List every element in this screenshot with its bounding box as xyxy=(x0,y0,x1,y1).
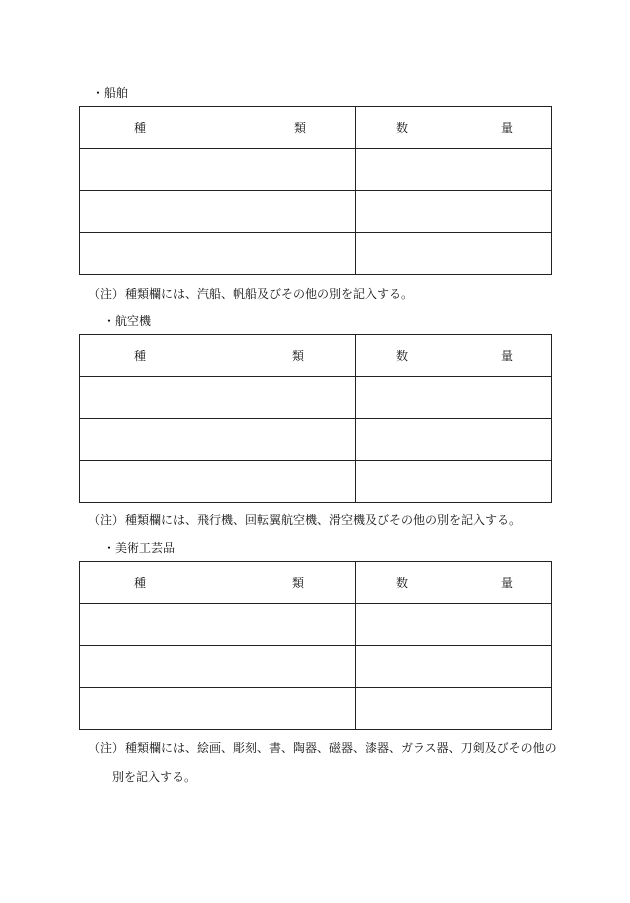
header-qty-right: 量 xyxy=(501,120,514,135)
quantity-cell[interactable] xyxy=(356,233,552,275)
header-type-left: 種 xyxy=(134,575,147,590)
table-row xyxy=(80,149,552,191)
header-qty-left: 数 xyxy=(396,575,409,590)
note xyxy=(88,741,558,791)
type-cell[interactable] xyxy=(80,604,356,646)
header-type xyxy=(80,562,356,604)
table-row xyxy=(80,646,552,688)
note-text-continued: 別を記入する。 xyxy=(112,770,197,784)
header-quantity xyxy=(356,335,552,377)
section-title: ・美術工芸品 xyxy=(103,541,176,555)
header-qty-right: 量 xyxy=(501,575,514,590)
table-header-row xyxy=(80,562,552,604)
header-type-left: 種 xyxy=(134,120,147,135)
header-type-left: 種 xyxy=(134,348,147,363)
table-row xyxy=(80,604,552,646)
header-qty-right: 量 xyxy=(501,348,514,363)
quantity-cell[interactable] xyxy=(356,191,552,233)
type-cell[interactable] xyxy=(80,646,356,688)
header-type-right: 類 xyxy=(294,120,307,135)
header-qty-left: 数 xyxy=(396,348,409,363)
quantity-cell[interactable] xyxy=(356,419,552,461)
header-type-right: 類 xyxy=(292,348,305,363)
quantity-cell[interactable] xyxy=(356,604,552,646)
type-cell[interactable] xyxy=(80,233,356,275)
note-text: 種類欄には、汽船、帆船及びその他の別を記入する。 xyxy=(125,287,414,301)
table-row xyxy=(80,688,552,730)
quantity-cell[interactable] xyxy=(356,377,552,419)
table-header-row xyxy=(80,335,552,377)
header-type-right: 類 xyxy=(292,575,305,590)
table-row xyxy=(80,191,552,233)
quantity-cell[interactable] xyxy=(356,646,552,688)
section-title: ・航空機 xyxy=(103,314,152,328)
ship-table xyxy=(79,106,552,275)
table-row xyxy=(80,461,552,503)
artwork-table xyxy=(79,561,552,730)
type-cell[interactable] xyxy=(80,688,356,730)
header-type xyxy=(80,335,356,377)
table-header-row xyxy=(80,107,552,149)
header-qty-left: 数 xyxy=(396,120,409,135)
type-cell[interactable] xyxy=(80,191,356,233)
section-title: ・船舶 xyxy=(92,86,129,100)
type-cell[interactable] xyxy=(80,461,356,503)
quantity-cell[interactable] xyxy=(356,461,552,503)
header-quantity xyxy=(356,562,552,604)
type-cell[interactable] xyxy=(80,419,356,461)
note-mark: （注） xyxy=(88,741,125,755)
table-row xyxy=(80,233,552,275)
note-text: 種類欄には、絵画、彫刻、書、陶器、磁器、漆器、ガラス器、刀剣及びその他の xyxy=(125,741,557,755)
quantity-cell[interactable] xyxy=(356,688,552,730)
header-quantity xyxy=(356,107,552,149)
aircraft-table xyxy=(79,334,552,503)
note-text: 種類欄には、飛行機、回転翼航空機、滑空機及びその他の別を記入する。 xyxy=(125,513,522,527)
type-cell[interactable] xyxy=(80,377,356,419)
table-row xyxy=(80,419,552,461)
note-mark: （注） xyxy=(88,513,125,527)
type-cell[interactable] xyxy=(80,149,356,191)
header-type xyxy=(80,107,356,149)
note-mark: （注） xyxy=(88,287,125,301)
quantity-cell[interactable] xyxy=(356,149,552,191)
table-row xyxy=(80,377,552,419)
